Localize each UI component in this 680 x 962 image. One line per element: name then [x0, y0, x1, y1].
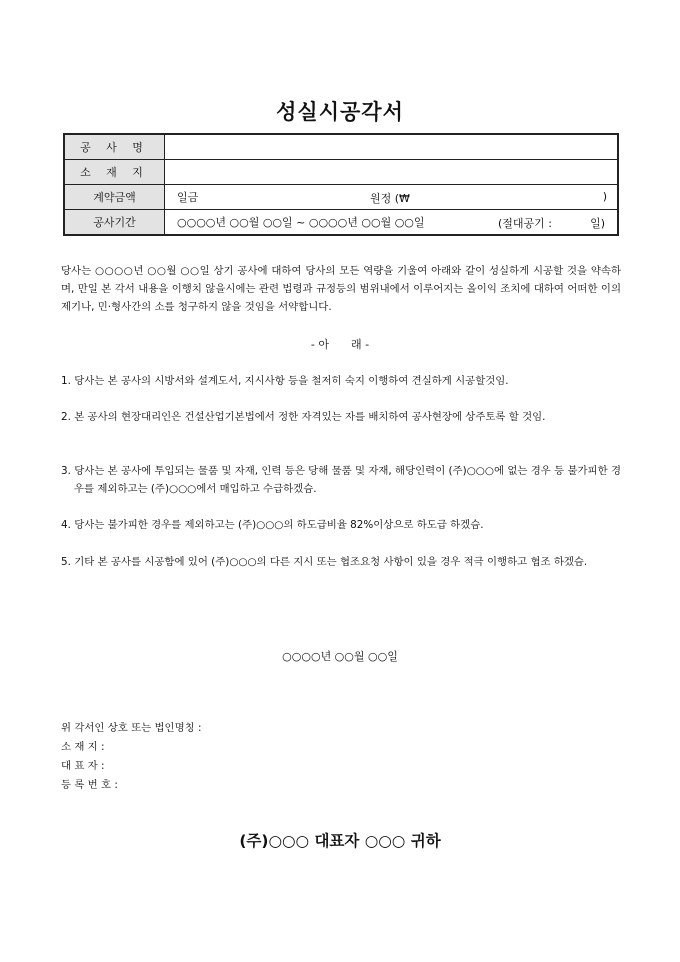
label-contract-amount: 계약금액: [64, 185, 165, 210]
signature-representative: 대 표 자 :: [61, 760, 105, 772]
clause-4: 4. 당사는 불가피한 경우를 제외하고는 (주)○○○의 하도급비율 82%이상으로 하도급 하겠슴.: [61, 519, 484, 531]
section-heading: - 아 래 -: [310, 338, 370, 351]
label-construction-period: 공사기간: [64, 210, 165, 236]
period-dates: ○○○○년 ○○월 ○○일 ~ ○○○○년 ○○월 ○○일: [177, 216, 425, 229]
signature-company-name: 위 각서인 상호 또는 법인명칭 :: [61, 722, 202, 734]
table-row: [64, 210, 618, 236]
clause-2: 2. 본 공사의 현장대리인은 건설산업기본법에서 정한 자격있는 자를 배치하여 공사현장에 상주토록 할 것임.: [61, 411, 546, 423]
period-absolute-note: (절대공기 :: [498, 217, 552, 230]
document-title: 성실시공각서: [276, 100, 404, 124]
period-close: 일): [590, 217, 605, 230]
value-construction-period: [165, 210, 619, 236]
clause-3: 3. 당사는 본 공사에 투입되는 물품 및 자재, 인력 등은 당해 물품 및 자재, 해당인력이 (주)○○○에 없는 경우 등 불가피한 경우를 제외하고는 (주)○○○에서 매입하고 수급하겠슴.: [61, 465, 621, 495]
value-location: [165, 160, 619, 185]
value-project-name: [165, 134, 619, 160]
value-contract-amount: [165, 185, 619, 210]
amount-close: ): [602, 190, 607, 203]
table-row: [64, 134, 618, 160]
table-row: [64, 185, 618, 210]
addressee: (주)○○○ 대표자 ○○○ 귀하: [239, 832, 441, 850]
signature-address: 소 재 지 :: [61, 741, 105, 753]
clause-1: 1. 당사는 본 공사의 시방서와 설계도서, 지시사항 등을 철저히 숙지 이행하여 견실하게 시공할것임.: [61, 375, 509, 387]
table-row: [64, 160, 618, 185]
signature-registration-number: 등 록 번 호 :: [61, 779, 118, 791]
pledge-intro: 당사는 ○○○○년 ○○월 ○○일 상기 공사에 대하여 당사의 모든 역량을 기울여 아래와 같이 성실하게 시공할 것을 약속하며, 만일 본 각서 내용을 이행치 않을시에는 관련 법령과 규정등의 범위내에서 이루어지는 올이익 조치에 대하여 어떠한 이의제기나, 민·형사간의 소를 청구하지 않을 것임을 서약합니다.: [61, 265, 621, 313]
label-project-name: 공 사 명: [64, 134, 165, 160]
amount-prefix: 일금: [177, 191, 199, 204]
document-date: ○○○○년 ○○월 ○○일: [282, 650, 398, 663]
contract-info-table: [63, 133, 619, 236]
clause-5: 5. 기타 본 공사를 시공함에 있어 (주)○○○의 다른 지시 또는 협조요청 사항이 있을 경우 적극 이행하고 협조 하겠슴.: [61, 556, 588, 568]
label-location: 소 재 지: [64, 160, 165, 185]
amount-won: 원정 (₩: [370, 192, 410, 205]
